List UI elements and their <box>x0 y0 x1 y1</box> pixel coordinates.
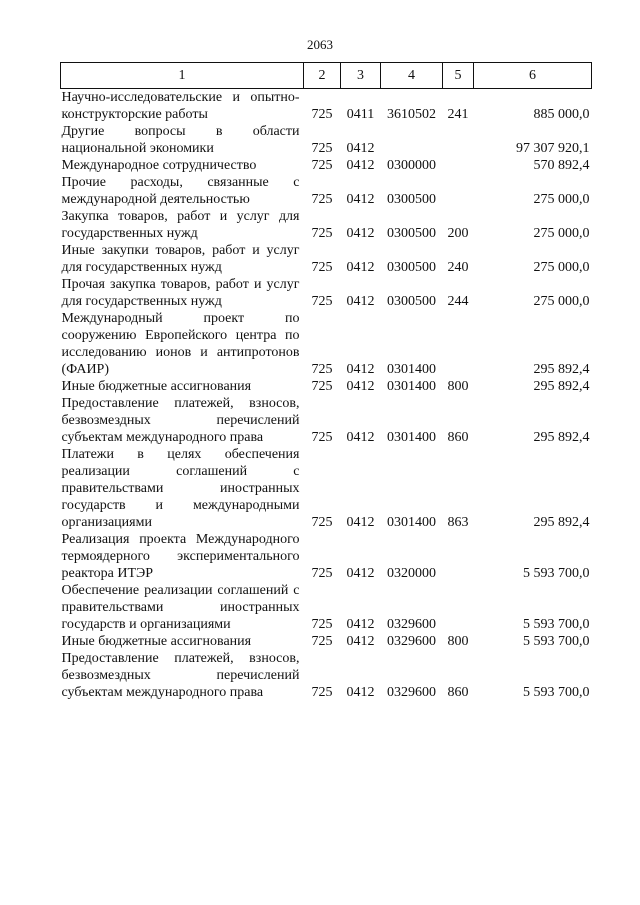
row-code-4: 0329600 <box>387 685 436 700</box>
row-code-3: 0412 <box>346 430 375 445</box>
table-row <box>61 157 592 174</box>
table-row <box>61 123 592 157</box>
row-amount: 885 000,0 <box>533 107 590 122</box>
row-code-4: 0329600 <box>387 634 436 649</box>
table-row <box>61 531 592 582</box>
row-code-2: 725 <box>311 515 333 530</box>
row-code-4: 3610502 <box>387 107 436 122</box>
row-code-4: 0300500 <box>387 260 436 275</box>
row-code-3: 0412 <box>346 158 375 173</box>
table-row <box>61 276 592 310</box>
table-row <box>61 446 592 531</box>
row-code-3: 0412 <box>346 226 375 241</box>
row-amount: 275 000,0 <box>533 260 590 275</box>
row-code-3: 0412 <box>346 141 375 156</box>
row-code-3: 0412 <box>346 192 375 207</box>
row-code-4: 0300500 <box>387 192 436 207</box>
row-code-4: 0301400 <box>387 515 436 530</box>
row-name: Обеспечение реализации соглашений с правительствами иностранных государств и организациями <box>61 583 300 632</box>
row-amount: 275 000,0 <box>533 294 590 309</box>
row-code-3: 0412 <box>346 566 375 581</box>
row-amount: 295 892,4 <box>533 379 590 394</box>
row-code-5: 863 <box>447 515 469 530</box>
row-code-2: 725 <box>311 192 333 207</box>
row-code-3: 0412 <box>346 362 375 377</box>
row-code-3: 0412 <box>346 685 375 700</box>
row-code-3: 0412 <box>346 634 375 649</box>
row-code-2: 725 <box>311 430 333 445</box>
row-code-3: 0412 <box>346 617 375 632</box>
table-row <box>61 310 592 378</box>
row-amount: 5 593 700,0 <box>523 566 590 581</box>
header-row <box>61 63 592 89</box>
row-code-2: 725 <box>311 158 333 173</box>
row-code-5 <box>443 157 474 174</box>
row-code-4: 0301400 <box>387 379 436 394</box>
row-amount: 5 593 700,0 <box>523 685 590 700</box>
row-amount: 295 892,4 <box>533 362 590 377</box>
page-number: 2063 <box>307 37 333 52</box>
table-row <box>61 208 592 242</box>
table-row <box>61 582 592 633</box>
row-code-5: 241 <box>447 107 469 122</box>
row-code-4: 0300500 <box>387 226 436 241</box>
row-name: Закупка товаров, работ и услуг для государственных нужд <box>61 209 300 241</box>
row-code-4: 0329600 <box>387 617 436 632</box>
table-row <box>61 174 592 208</box>
row-code-5: 860 <box>447 430 469 445</box>
row-amount: 295 892,4 <box>533 430 590 445</box>
row-code-3: 0412 <box>346 260 375 275</box>
row-name: Иные бюджетные ассигнования <box>61 634 252 649</box>
row-code-2: 725 <box>311 634 333 649</box>
row-code-2: 725 <box>311 226 333 241</box>
row-code-4: 0301400 <box>387 362 436 377</box>
budget-table <box>60 62 592 701</box>
row-code-5: 860 <box>447 685 469 700</box>
row-code-3: 0412 <box>346 379 375 394</box>
row-code-2: 725 <box>311 566 333 581</box>
row-name: Платежи в целях обеспечения реализации соглашений с правительствами иностранных государств и международными организациями <box>61 447 300 530</box>
row-code-2: 725 <box>311 617 333 632</box>
row-code-4: 0300500 <box>387 294 436 309</box>
row-code-5 <box>443 582 474 633</box>
row-code-5: 800 <box>447 634 469 649</box>
header-col-6: 6 <box>474 63 592 89</box>
row-name: Международное сотрудничество <box>61 158 257 173</box>
table-body <box>61 89 592 702</box>
row-name: Научно-исследовательские и опытно-конструкторские работы <box>61 90 300 122</box>
row-code-5: 200 <box>447 226 469 241</box>
row-amount: 97 307 920,1 <box>516 141 590 156</box>
table-row <box>61 378 592 395</box>
row-name: Прочие расходы, связанные с международной деятельностью <box>61 175 300 207</box>
table-row <box>61 395 592 446</box>
row-amount: 275 000,0 <box>533 226 590 241</box>
row-amount: 295 892,4 <box>533 515 590 530</box>
header-col-4: 4 <box>381 63 443 89</box>
row-code-5: 240 <box>447 260 469 275</box>
row-name: Предоставление платежей, взносов, безвозмездных перечислений субъектам международного права <box>61 396 300 445</box>
row-code-2: 725 <box>311 107 333 122</box>
row-name: Иные закупки товаров, работ и услуг для государственных нужд <box>61 243 300 275</box>
row-code-2: 725 <box>311 141 333 156</box>
row-name: Реализация проекта Международного термоядерного экспериментального реактора ИТЭР <box>61 532 300 581</box>
table-row <box>61 89 592 124</box>
row-code-4: 0301400 <box>387 430 436 445</box>
row-amount: 5 593 700,0 <box>523 617 590 632</box>
row-name: Иные бюджетные ассигнования <box>61 379 252 394</box>
row-code-5 <box>443 531 474 582</box>
row-name: Другие вопросы в области национальной экономики <box>61 124 300 156</box>
row-name: Предоставление платежей, взносов, безвозмездных перечислений субъектам международного права <box>61 651 300 700</box>
row-code-3: 0412 <box>346 515 375 530</box>
row-code-4: 0300000 <box>387 158 436 173</box>
row-code-2: 725 <box>311 685 333 700</box>
row-code-5 <box>443 123 474 157</box>
row-code-4 <box>381 123 443 157</box>
row-code-5 <box>443 174 474 208</box>
row-code-5: 800 <box>447 379 469 394</box>
header-col-5: 5 <box>443 63 474 89</box>
row-code-5: 244 <box>447 294 469 309</box>
row-code-4: 0320000 <box>387 566 436 581</box>
row-amount: 570 892,4 <box>533 158 590 173</box>
table-row <box>61 242 592 276</box>
row-amount: 275 000,0 <box>533 192 590 207</box>
header-col-1: 1 <box>61 63 304 89</box>
row-code-2: 725 <box>311 294 333 309</box>
row-code-3: 0412 <box>346 294 375 309</box>
row-code-2: 725 <box>311 362 333 377</box>
row-code-2: 725 <box>311 260 333 275</box>
header-col-3: 3 <box>341 63 381 89</box>
row-code-5 <box>443 310 474 378</box>
row-code-2: 725 <box>311 379 333 394</box>
row-amount: 5 593 700,0 <box>523 634 590 649</box>
row-code-3: 0411 <box>346 107 375 122</box>
row-name: Прочая закупка товаров, работ и услуг для государственных нужд <box>61 277 300 309</box>
row-name: Международный проект по сооружению Европейского центра по исследованию ионов и антипротонов (ФАИР) <box>61 311 300 377</box>
table-row <box>61 650 592 701</box>
table-row <box>61 633 592 650</box>
header-col-2: 2 <box>304 63 341 89</box>
